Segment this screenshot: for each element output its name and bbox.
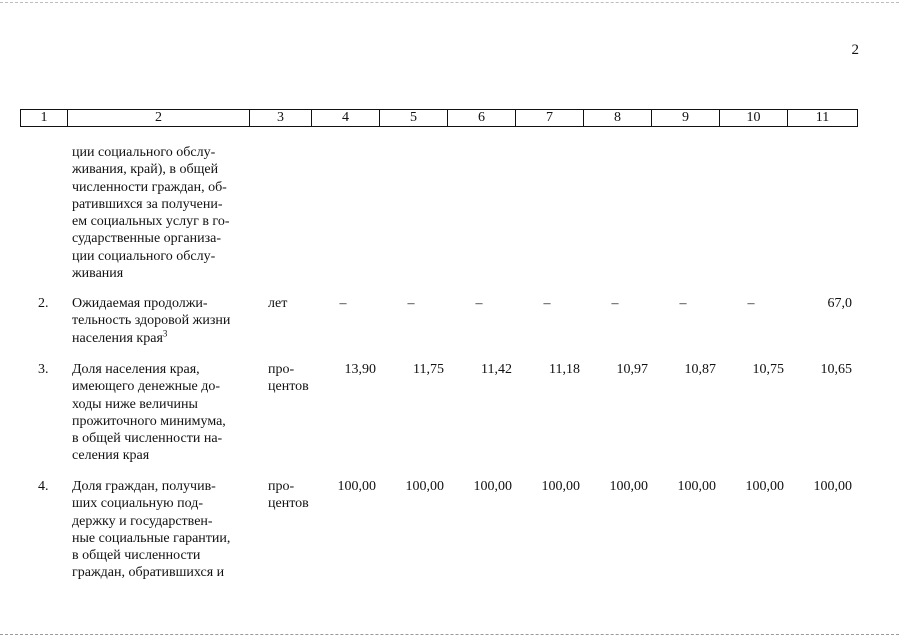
value-cell: 13,90 <box>344 362 376 377</box>
value-cell: 100,00 <box>337 479 376 494</box>
text-line: про- <box>268 479 295 494</box>
text-line: лет <box>268 296 288 311</box>
unit <box>268 478 308 513</box>
value-cell: 10,97 <box>616 362 648 377</box>
text-line: в общей численности <box>72 548 201 564</box>
unit <box>268 361 308 396</box>
header-cell-5: 5 <box>379 110 447 126</box>
row-number: 3. <box>38 362 49 377</box>
text-line: прожиточного минимума, <box>72 413 226 429</box>
header-cell-4: 4 <box>311 110 379 126</box>
indicator-name <box>72 478 244 582</box>
value-cell: 11,75 <box>413 362 444 377</box>
value-cell: 100,00 <box>405 479 444 494</box>
value-cell: – <box>747 296 755 311</box>
table-header-row <box>20 109 858 127</box>
text-line: живания, край), в общей <box>72 162 219 178</box>
text-line: ратившихся за получени- <box>72 196 223 212</box>
row-number: 4. <box>38 479 49 494</box>
header-cell-7: 7 <box>515 110 583 126</box>
page-number: 2 <box>851 42 859 58</box>
header-cell-8: 8 <box>583 110 651 126</box>
value-cell: – <box>407 296 415 311</box>
footnote-marker: 3 <box>162 327 168 338</box>
text-line: сударственные организа- <box>72 231 222 247</box>
continued-indicator-name <box>72 144 244 282</box>
value-cell: 100,00 <box>677 479 716 494</box>
text-line: держку и государствен- <box>72 513 213 529</box>
value-cell: – <box>611 296 619 311</box>
header-cell-10: 10 <box>719 110 787 126</box>
value-cell: 10,75 <box>752 362 784 377</box>
value-cell: 100,00 <box>609 479 648 494</box>
text-line: в общей численности на- <box>72 431 223 447</box>
value-cell: 100,00 <box>813 479 852 494</box>
text-line: численности граждан, об- <box>72 179 227 195</box>
header-cell-2: 2 <box>67 110 249 126</box>
text-line: селения края <box>72 448 150 464</box>
text-line <box>72 327 244 347</box>
indicator-name <box>72 361 244 465</box>
text-line: ем социальных услуг в го- <box>72 214 230 230</box>
text-line: Доля граждан, получив- <box>72 479 216 494</box>
text-line: про- <box>268 362 295 377</box>
page-top-edge <box>0 2 899 3</box>
value-cell: 100,00 <box>745 479 784 494</box>
value-cell: 100,00 <box>541 479 580 494</box>
text-line: тельность здоровой жизни <box>72 313 231 329</box>
indicator-name <box>72 295 244 347</box>
header-cell-1: 1 <box>40 110 48 125</box>
value-cell: 10,87 <box>684 362 716 377</box>
text-line: живания <box>72 266 124 282</box>
value-cell: 11,42 <box>481 362 512 377</box>
text-line: ные социальные гарантии, <box>72 530 231 546</box>
text-line: Доля населения края, <box>72 362 200 377</box>
value-cell: – <box>543 296 551 311</box>
header-cell-6: 6 <box>447 110 515 126</box>
value-cell: 10,65 <box>820 362 852 377</box>
text-line: центов <box>268 496 309 512</box>
page-bottom-edge <box>0 634 899 635</box>
value-cell: – <box>679 296 687 311</box>
text-line: граждан, обратившихся и <box>72 565 225 581</box>
header-cell-3: 3 <box>249 110 311 126</box>
unit <box>268 295 308 312</box>
text-line: центов <box>268 379 309 395</box>
header-cell-11: 11 <box>787 110 857 126</box>
value-cell: 100,00 <box>473 479 512 494</box>
value-cell: – <box>339 296 347 311</box>
text-line-part: населения края <box>72 330 163 346</box>
value-cell: 67,0 <box>827 296 852 311</box>
header-cell-9: 9 <box>651 110 719 126</box>
text-line: ходы ниже величины <box>72 396 198 412</box>
row-number: 2. <box>38 296 49 311</box>
text-line: ции социального обслу- <box>72 145 216 160</box>
text-line: имеющего денежные до- <box>72 379 221 395</box>
value-cell: – <box>475 296 483 311</box>
text-line: Ожидаемая продолжи- <box>72 296 208 311</box>
value-cell: 11,18 <box>549 362 580 377</box>
text-line: ших социальную под- <box>72 496 204 512</box>
text-line: ции социального обслу- <box>72 248 216 264</box>
